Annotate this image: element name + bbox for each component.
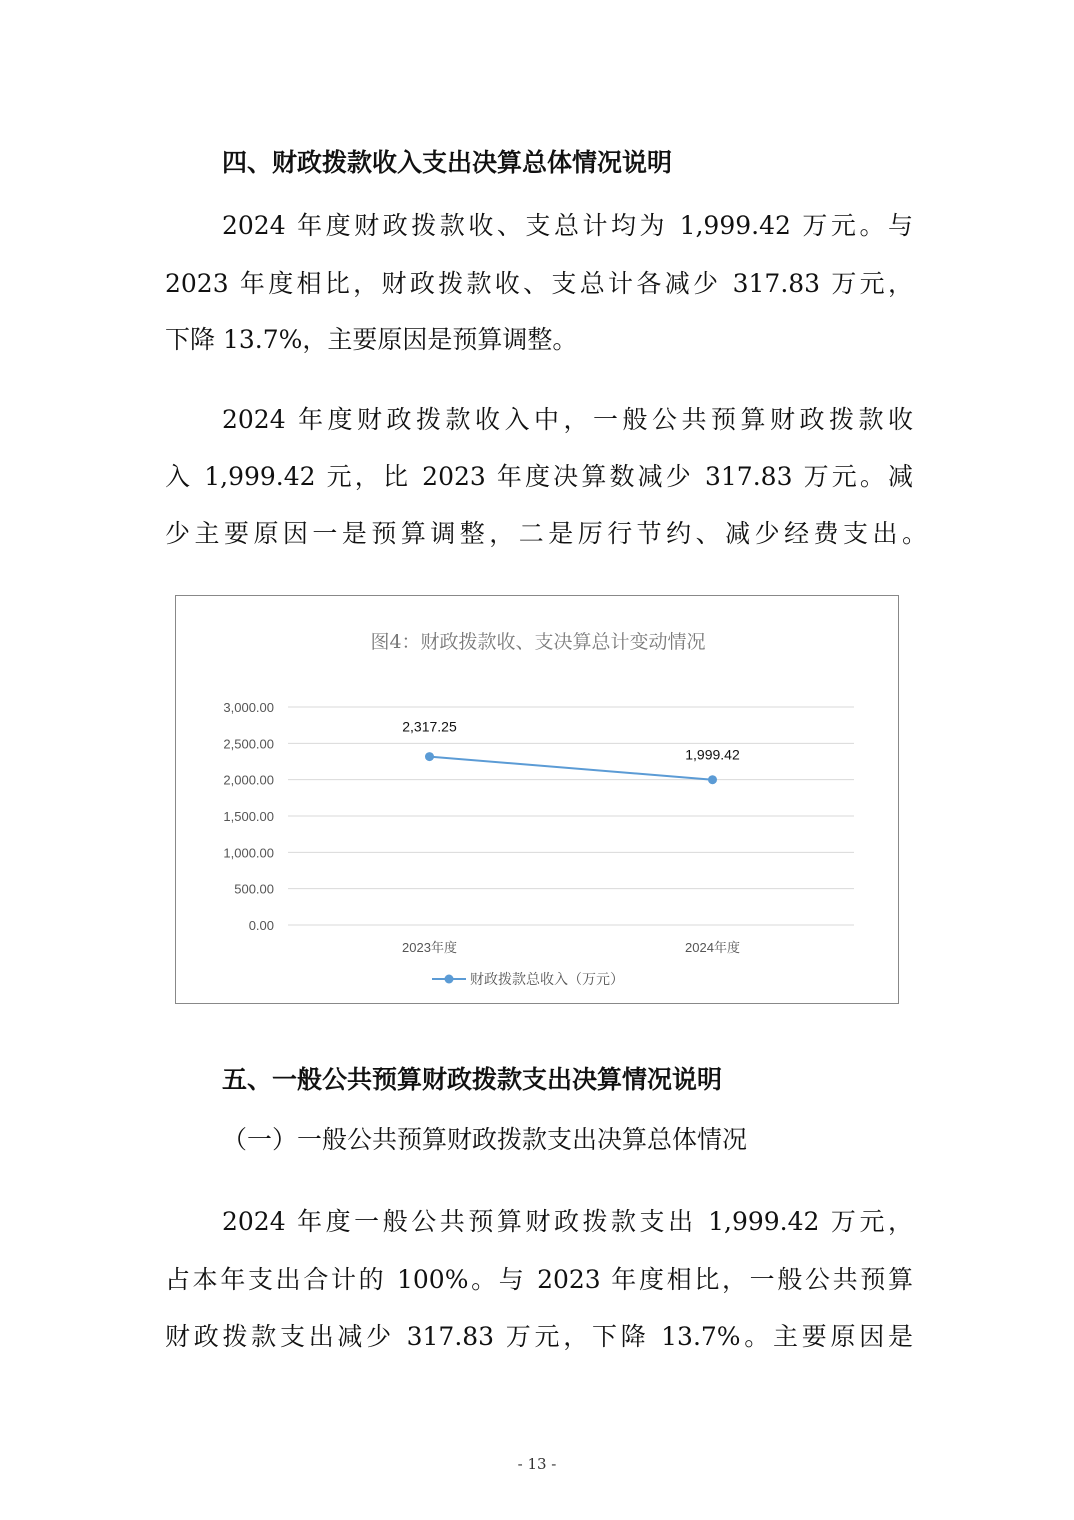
x-tick-label: 2023年度 xyxy=(402,940,457,955)
y-tick-label: 2,500.00 xyxy=(223,736,274,752)
data-point xyxy=(425,752,434,761)
y-tick-label: 3,000.00 xyxy=(223,700,274,715)
paragraph-line: 2024 年度一般公共预算财政拨款支出 1,999.42 万元， xyxy=(222,1207,913,1236)
data-label: 1,999.42 xyxy=(685,746,740,763)
x-tick-label: 2024年度 xyxy=(685,940,740,955)
paragraph-line: 占本年支出合计的 100%。与 2023 年度相比，一般公共预算 xyxy=(165,1265,913,1294)
page-number: - 13 - xyxy=(517,1455,557,1473)
section5-subheading: （一）一般公共预算财政拨款支出决算总体情况 xyxy=(222,1125,748,1154)
paragraph-line: 入 1,999.42 元，比 2023 年度决算数减少 317.83 万元。减 xyxy=(165,462,913,491)
section5-heading: 五、一般公共预算财政拨款支出决算情况说明 xyxy=(222,1065,723,1094)
paragraph-line: 少主要原因一是预算调整，二是厉行节约、减少经费支出。 xyxy=(165,519,927,548)
chart-frame xyxy=(175,595,899,1004)
section4-heading: 四、财政拨款收入支出决算总体情况说明 xyxy=(222,148,673,177)
paragraph-line: 2024 年度财政拨款收、支总计均为 1,999.42 万元。与 xyxy=(222,211,913,240)
paragraph-line: 2024 年度财政拨款收入中，一般公共预算财政拨款收 xyxy=(222,405,913,434)
y-tick-label: 1,500.00 xyxy=(223,809,274,824)
chart-title: 图4：财政拨款收、支决算总计变动情况 xyxy=(370,631,706,653)
paragraph-line: 2023 年度相比，财政拨款收、支总计各减少 317.83 万元， xyxy=(165,269,913,298)
line-chart xyxy=(176,596,900,1005)
y-tick-label: 1,000.00 xyxy=(223,845,274,861)
y-tick-label: 2,000.00 xyxy=(223,772,274,788)
paragraph-line: 财政拨款支出减少 317.83 万元，下降 13.7%。主要原因是 xyxy=(165,1322,913,1351)
paragraph-line: 下降 13.7%，主要原因是预算调整。 xyxy=(165,325,578,354)
y-tick-label: 500.00 xyxy=(234,881,274,897)
data-label: 2,317.25 xyxy=(402,718,457,735)
data-point xyxy=(708,775,717,784)
y-tick-label: 0.00 xyxy=(248,918,274,933)
legend-label: 财政拨款总收入（万元） xyxy=(470,972,624,988)
series-line xyxy=(430,757,713,780)
legend-marker-icon xyxy=(445,975,454,984)
